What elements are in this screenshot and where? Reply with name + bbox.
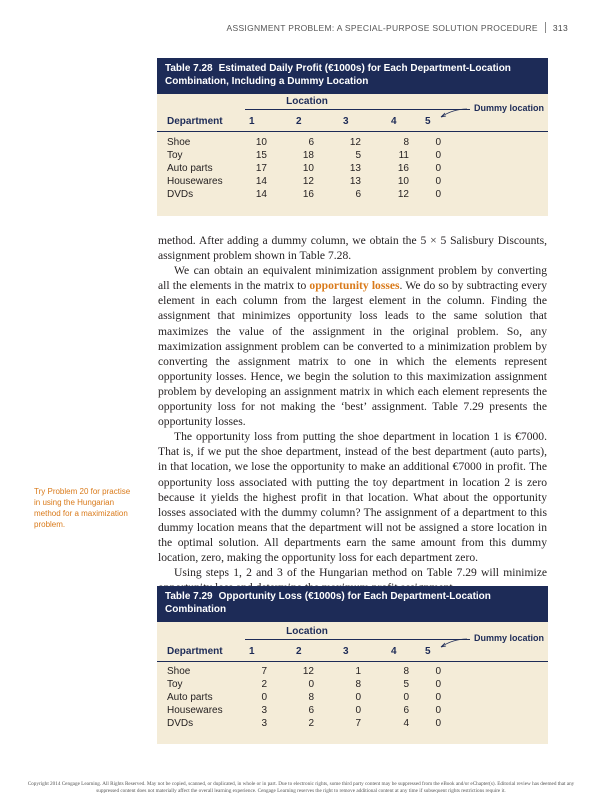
table-row bbox=[157, 150, 548, 163]
value-cell: 0 bbox=[403, 692, 409, 703]
value-cell: 0 bbox=[308, 679, 314, 690]
value-cell: 2 bbox=[308, 718, 314, 729]
value-cell: 16 bbox=[302, 189, 314, 200]
table-number: Table 7.28 bbox=[165, 63, 213, 74]
margin-note: Try Problem 20 for practise in using the Hungarian method for a maximization problem. bbox=[34, 487, 131, 529]
paragraph bbox=[158, 263, 547, 429]
value-cell: 6 bbox=[308, 137, 314, 148]
value-cell: 8 bbox=[403, 666, 409, 677]
value-cell: 0 bbox=[435, 666, 441, 677]
col-header: 5 bbox=[425, 116, 431, 127]
table-7-29 bbox=[157, 586, 548, 744]
table-row bbox=[157, 692, 548, 705]
location-rule bbox=[245, 109, 470, 110]
value-cell: 8 bbox=[355, 679, 361, 690]
col-header: 5 bbox=[425, 646, 431, 657]
value-cell: 11 bbox=[398, 150, 409, 161]
value-cell: 0 bbox=[435, 718, 441, 729]
value-cell: 13 bbox=[349, 163, 361, 174]
value-cell: 13 bbox=[349, 176, 361, 187]
value-cell: 0 bbox=[435, 692, 441, 703]
dept-cell: Shoe bbox=[167, 666, 191, 677]
table-title bbox=[157, 58, 548, 94]
paragraph: Using steps 1, 2 and 3 of the Hungarian method on Table 7.29 will minimize bbox=[174, 566, 547, 580]
value-cell: 0 bbox=[355, 705, 361, 716]
paragraph-text: We can obtain an equivalent minimization assignment problem by converting all the elements in the matrix to bbox=[158, 264, 547, 293]
dept-cell: Auto parts bbox=[167, 163, 213, 174]
page-number: 313 bbox=[552, 23, 568, 33]
value-cell: 18 bbox=[302, 150, 314, 161]
value-cell: 0 bbox=[435, 150, 441, 161]
dept-cell: Housewares bbox=[167, 176, 223, 187]
value-cell: 0 bbox=[435, 679, 441, 690]
value-cell: 0 bbox=[435, 176, 441, 187]
table-row bbox=[157, 176, 548, 189]
body-text bbox=[158, 233, 547, 595]
value-cell: 0 bbox=[435, 137, 441, 148]
running-head-divider bbox=[545, 22, 546, 33]
dept-cell: Shoe bbox=[167, 137, 191, 148]
col-header: 3 bbox=[343, 646, 349, 657]
value-cell: 14 bbox=[255, 176, 267, 187]
value-cell: 6 bbox=[355, 189, 361, 200]
dummy-pointer-icon bbox=[439, 637, 469, 649]
col-header: 2 bbox=[296, 116, 302, 127]
dummy-location-note: Dummy location bbox=[473, 633, 544, 643]
running-head-title: ASSIGNMENT PROBLEM: A SPECIAL-PURPOSE SOLUTION PROCEDURE bbox=[226, 23, 538, 33]
value-cell: 12 bbox=[302, 176, 314, 187]
table-number: Table 7.29 bbox=[165, 591, 213, 602]
value-cell: 15 bbox=[255, 150, 267, 161]
dummy-pointer-icon bbox=[439, 107, 469, 119]
dept-cell: Auto parts bbox=[167, 692, 213, 703]
value-cell: 0 bbox=[261, 692, 267, 703]
value-cell: 6 bbox=[403, 705, 409, 716]
header-rule bbox=[157, 661, 548, 662]
col-header: 4 bbox=[391, 116, 397, 127]
value-cell: 7 bbox=[261, 666, 267, 677]
key-term: opportunity losses bbox=[309, 279, 400, 293]
value-cell: 7 bbox=[355, 718, 361, 729]
table-row bbox=[157, 189, 548, 202]
value-cell: 17 bbox=[255, 163, 267, 174]
value-cell: 10 bbox=[302, 163, 314, 174]
col-header: 3 bbox=[343, 116, 349, 127]
department-header: Department bbox=[167, 116, 223, 127]
value-cell: 10 bbox=[397, 176, 409, 187]
paragraph-text: . We do so by subtracting every element in each column from the largest element in the column. Finding the assignment that minimizes opportunity loss leads to the same solution that maximizes the value of the assignment in the original problem. So, any maximization assignment problem can be converted to a minimization problem by converting the assignment matrix to one in which the elements represent opportunity losses. Hence, we begin the solution to this maximization assignment problem by developing an assignment matrix in which each element represents the opportunity loss for not making the ‘best’ assignment. Table 7.29 presents the opportunity losses. bbox=[158, 279, 548, 429]
col-header: 1 bbox=[249, 646, 255, 657]
value-cell: 3 bbox=[261, 705, 267, 716]
table-row bbox=[157, 705, 548, 718]
value-cell: 2 bbox=[261, 679, 267, 690]
value-cell: 12 bbox=[397, 189, 409, 200]
location-label: Location bbox=[286, 96, 328, 107]
value-cell: 8 bbox=[403, 137, 409, 148]
value-cell: 10 bbox=[255, 137, 267, 148]
col-header: 2 bbox=[296, 646, 302, 657]
value-cell: 5 bbox=[355, 150, 361, 161]
value-cell: 0 bbox=[435, 705, 441, 716]
dept-cell: DVDs bbox=[167, 189, 194, 200]
dept-cell: DVDs bbox=[167, 718, 194, 729]
table-7-28 bbox=[157, 58, 548, 216]
value-cell: 12 bbox=[349, 137, 361, 148]
table-caption: Opportunity Loss (€1000s) for Each Department-Location Combination bbox=[165, 591, 491, 615]
value-cell: 5 bbox=[403, 679, 409, 690]
value-cell: 0 bbox=[355, 692, 361, 703]
value-cell: 4 bbox=[403, 718, 409, 729]
location-rule bbox=[245, 639, 470, 640]
dept-cell: Toy bbox=[167, 679, 183, 690]
value-cell: 0 bbox=[435, 163, 441, 174]
table-row bbox=[157, 163, 548, 176]
value-cell: 6 bbox=[308, 705, 314, 716]
paragraph: method. After adding a dummy column, we obtain the 5 × 5 Salisbury Discounts, assignment problem shown in Table 7.28. bbox=[158, 234, 547, 263]
dept-cell: Housewares bbox=[167, 705, 223, 716]
table-caption: Estimated Daily Profit (€1000s) for Each Department-Location Combination, Including a Dummy Location bbox=[165, 63, 511, 87]
col-header: 1 bbox=[249, 116, 255, 127]
col-header: 4 bbox=[391, 646, 397, 657]
paragraph: The opportunity loss from putting the shoe department in location 1 is €7000. That is, if we put the shoe department, instead of the best department (auto parts), in that location, we lose the opportunity to make an additional €7000 in profit. The opportunity loss associated with putting the toy department in location 2 is zero because it yields the highest profit in that location. What about the opportunity losses associated with the dummy column? The assignment of a department to this dummy location means that the department will not be assigned a store location in the optimal solution. All departments earn the same amount from this dummy location, zero, making the opportunity loss for each department zero. bbox=[158, 430, 547, 564]
dept-cell: Toy bbox=[167, 150, 183, 161]
table-row bbox=[157, 679, 548, 692]
value-cell: 14 bbox=[255, 189, 267, 200]
value-cell: 3 bbox=[261, 718, 267, 729]
value-cell: 16 bbox=[397, 163, 409, 174]
table-row bbox=[157, 137, 548, 150]
header-rule bbox=[157, 131, 548, 132]
table-row bbox=[157, 718, 548, 731]
location-label: Location bbox=[286, 626, 328, 637]
table-row bbox=[157, 666, 548, 679]
value-cell: 1 bbox=[355, 666, 361, 677]
dummy-location-note: Dummy location bbox=[473, 103, 544, 113]
running-head bbox=[227, 22, 568, 33]
value-cell: 12 bbox=[302, 666, 314, 677]
department-header: Department bbox=[167, 646, 223, 657]
value-cell: 0 bbox=[435, 189, 441, 200]
table-title bbox=[157, 586, 548, 622]
copyright-notice: Copyright 2014 Cengage Learning. All Rights Reserved. May not be copied, scanned, or duplicated, in whole or in part. Due to electronic rights, some third party content may be suppressed from the eBook and/or eChapter(s). Editorial review has deemed that any suppressed content does not materially affect the overall learning experience. Cengage Learning reserves the right to remove additional content at any time if subsequent rights restrictions require it. bbox=[27, 781, 575, 794]
value-cell: 8 bbox=[308, 692, 314, 703]
